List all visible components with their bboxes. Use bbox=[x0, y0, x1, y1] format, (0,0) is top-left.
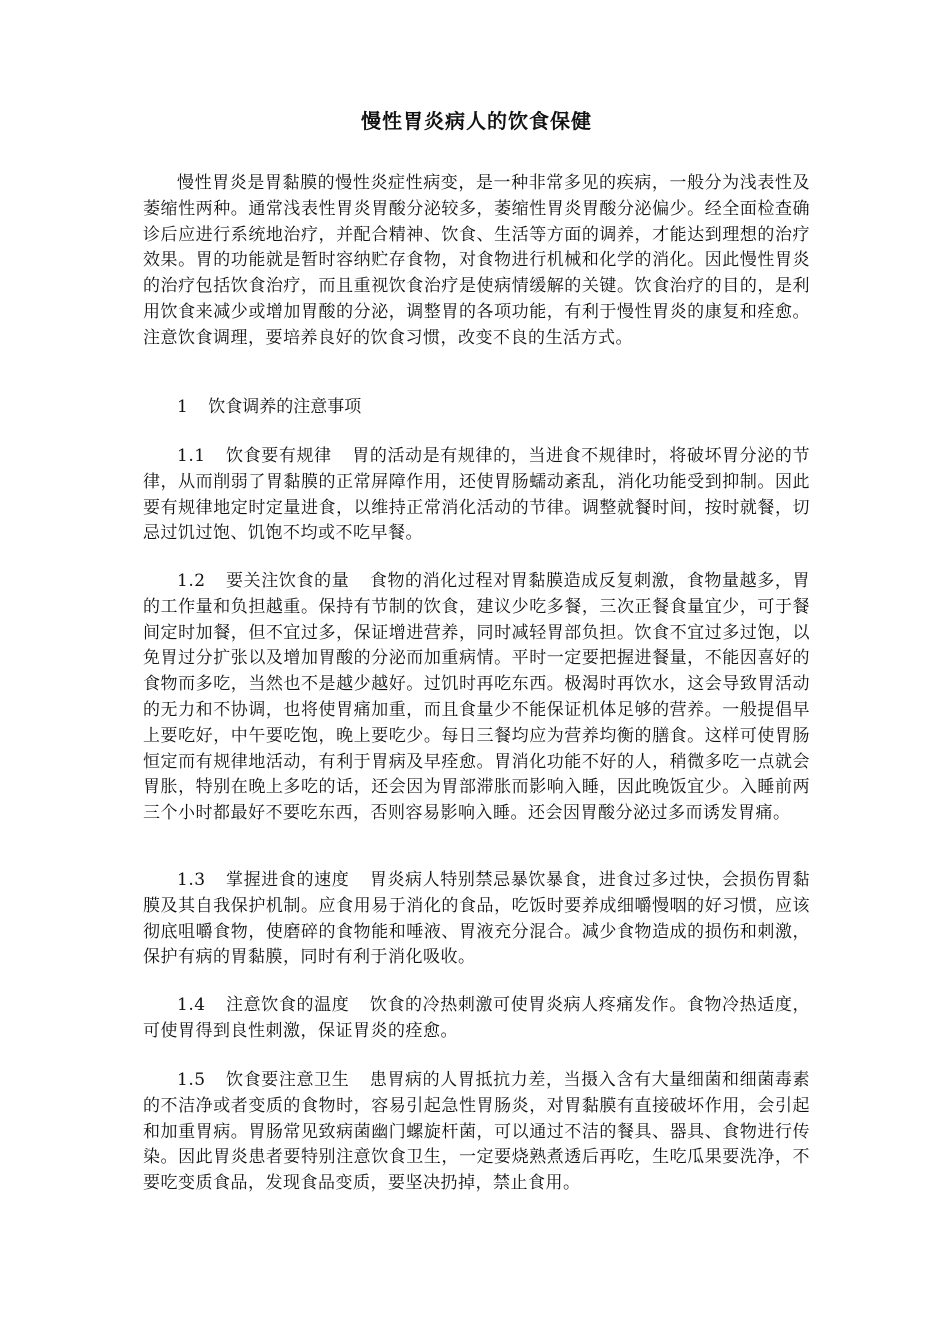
subsection-number: 1.4 bbox=[177, 995, 206, 1015]
subsection-1-2 bbox=[143, 569, 810, 827]
subsection-1-3 bbox=[143, 868, 810, 971]
subsection-number: 1.3 bbox=[177, 870, 206, 890]
subsection-number: 1.2 bbox=[177, 571, 206, 591]
subsection-text: 患胃病的人胃抵抗力差，当摄入含有大量细菌和细菌毒素的不洁净或者变质的食物时，容易引起急性胃肠炎，对胃黏膜有直接破坏作用，会引起和加重胃病。胃肠常见致病菌幽门螺旋杆菌，可以通过不洁的餐具、器具、食物进行传染。因此胃炎患者要特别注意饮食卫生，一定要烧熟煮透后再吃，生吃瓜果要洗净，不要吃变质食品，发现食品变质，要坚决扔掉，禁止食用。 bbox=[143, 1070, 810, 1194]
subsection-number: 1.5 bbox=[177, 1070, 206, 1090]
document-title: 慢性胃炎病人的饮食保健 bbox=[361, 109, 592, 133]
subsection-number: 1.1 bbox=[177, 446, 206, 466]
subsection-heading: 饮食要有规律 bbox=[225, 446, 332, 466]
subsection-heading: 掌握进食的速度 bbox=[225, 870, 350, 890]
subsection-1-1 bbox=[143, 444, 810, 547]
subsection-1-4 bbox=[143, 993, 810, 1045]
subsection-1-5 bbox=[143, 1068, 810, 1197]
section-1-number: 1 bbox=[177, 397, 188, 417]
subsection-text: 胃的活动是有规律的，当进食不规律时，将破坏胃分泌的节律，从而削弱了胃黏膜的正常屏障作用，还使胃肠蠕动紊乱，消化功能受到抑制。因此要有规律地定时定量进食，以维持正常消化活动的节律。调整就餐时间，按时就餐，切忌过饥过饱、饥饱不均或不吃早餐。 bbox=[143, 446, 811, 544]
subsection-text: 食物的消化过程对胃黏膜造成反复刺激，食物量越多，胃的工作量和负担越重。保持有节制的饮食，建议少吃多餐，三次正餐食量宜少，可于餐间定时加餐，但不宜过多，保证增进营养，同时减轻胃部负担。饮食不宜过多过饱，以免胃过分扩张以及增加胃酸的分泌而加重病情。平时一定要把握进餐量，不能因喜好的食物而多吃，当然也不是越少越好。过饥时再吃东西。极渴时再饮水，这会导致胃活动的无力和不协调，也将使胃痛加重，而且食量少不能保证机体足够的营养。一般提倡早上要吃好，中午要吃饱，晚上要吃少。每日三餐均应为营养均衡的膳食。这样可使胃肠恒定而有规律地活动，有利于胃病及早痊愈。胃消化功能不好的人，稍微多吃一点就会胃胀，特别在晚上多吃的话，还会因为胃部滞胀而影响入睡，因此晚饭宜少。入睡前两三个小时都最好不要吃东西，否则容易影响入睡。还会因胃酸分泌过多而诱发胃痛。 bbox=[143, 571, 810, 824]
intro-paragraph: 慢性胃炎是胃黏膜的慢性炎症性病变，是一种非常多见的疾病，一般分为浅表性及萎缩性两种。通常浅表性胃炎胃酸分泌较多，萎缩性胃炎胃酸分泌偏少。经全面检查确诊后应进行系统地治疗，并配合精神、饮食、生活等方面的调养，才能达到理想的治疗效果。胃的功能就是暂时容纳贮存食物，对食物进行机械和化学的消化。因此慢性胃炎的治疗包括饮食治疗，而且重视饮食治疗是使病情缓解的关键。饮食治疗的目的，是利用饮食来减少或增加胃酸的分泌，调整胃的各项功能，有利于慢性胃炎的康复和痊愈。注意饮食调理，要培养良好的饮食习惯，改变不良的生活方式。 bbox=[143, 173, 810, 348]
subsection-heading: 要关注饮食的量 bbox=[225, 571, 350, 591]
subsection-heading: 注意饮食的温度 bbox=[225, 995, 350, 1015]
section-1-heading bbox=[143, 395, 810, 421]
subsection-heading: 饮食要注意卫生 bbox=[225, 1070, 350, 1090]
subsection-text: 胃炎病人特别禁忌暴饮暴食，进食过多过快，会损伤胃黏膜及其自我保护机制。应食用易于消化的食品，吃饭时要养成细嚼慢咽的好习惯，应该彻底咀嚼食物，使磨碎的食物能和唾液、胃液充分混合。减少食物造成的损伤和刺激，保护有病的胃黏膜，同时有利于消化吸收。 bbox=[143, 870, 810, 968]
document-page bbox=[143, 0, 810, 1344]
subsection-text: 饮食的冷热刺激可使胃炎病人疼痛发作。食物冷热适度，可使胃得到良性刺激，保证胃炎的痊愈。 bbox=[143, 995, 810, 1041]
section-1-title: 饮食调养的注意事项 bbox=[208, 397, 362, 417]
